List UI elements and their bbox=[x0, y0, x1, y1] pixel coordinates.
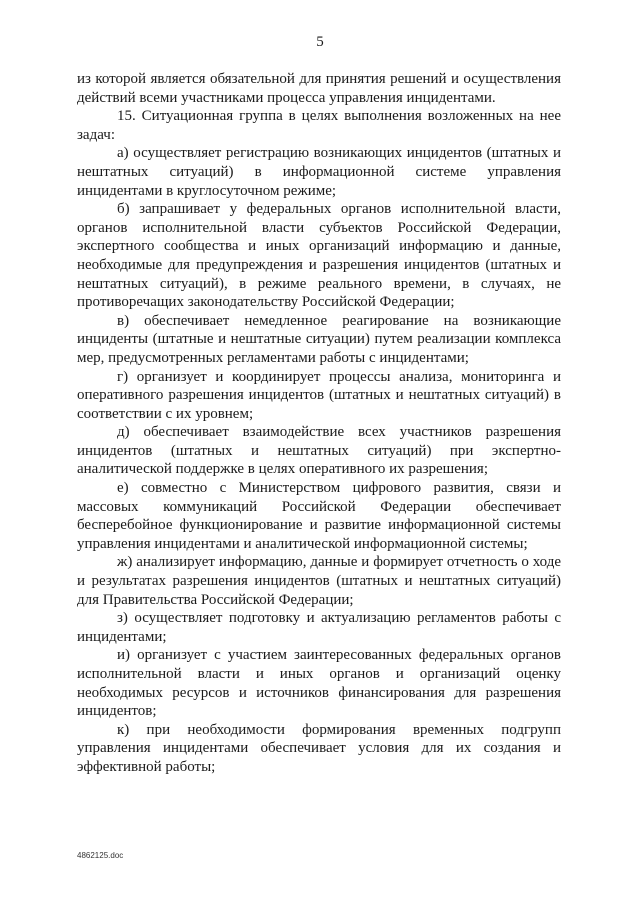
paragraph-item-g: г) организует и координирует процессы анализа, мониторинга и оперативного разрешения инцидентов (штатных и нештатных ситуаций) в соответствии с их уровнем; bbox=[77, 368, 561, 422]
paragraph-item-d: д) обеспечивает взаимодействие всех участников разрешения инцидентов (штатных и нештатных ситуаций) при экспертно-аналитической поддержке в целях оперативного их разрешения; bbox=[77, 424, 561, 478]
paragraph-item-z: з) осуществляет подготовку и актуализацию регламентов работы с инцидентами; bbox=[77, 610, 561, 645]
paragraph-item-e: е) совместно с Министерством цифрового развития, связи и массовых коммуникаций Российской Федерации обеспечивает бесперебойное функционирование и развитие информационной системы управления инцидентами и аналитической информационной системы; bbox=[77, 480, 561, 552]
page-number: 5 bbox=[316, 34, 324, 50]
paragraph-item-a: а) осуществляет регистрацию возникающих инцидентов (штатных и нештатных ситуаций) в информационной системе управления инцидентами в круглосуточном режиме; bbox=[77, 145, 561, 199]
paragraph-item-v: в) обеспечивает немедленное реагирование на возникающие инциденты (штатные и нештатные ситуации) путем реализации комплекса мер, предусмотренных регламентами работы с инцидентами; bbox=[77, 312, 561, 366]
paragraph-item-15: 15. Ситуационная группа в целях выполнения возложенных на нее задач: bbox=[77, 108, 561, 143]
paragraph-item-b: б) запрашивает у федеральных органов исполнительной власти, органов исполнительной власти субъектов Российской Федерации, экспертного сообщества и иных организаций информацию и данные, необходимые для предупреждения и разрешения инцидентов (штатных и нештатных ситуаций), в режиме реального времени, в случаях, не противоречащих законодательству Российской Федерации; bbox=[77, 201, 561, 311]
document-filename-footer: 4862125.doc bbox=[77, 851, 124, 860]
paragraph-item-i: и) организует с участием заинтересованных федеральных органов исполнительной власти и иных органов и организаций оценку необходимых ресурсов и источников финансирования для разрешения инцидентов; bbox=[77, 647, 561, 720]
document-body bbox=[77, 70, 561, 777]
paragraph-item-k: к) при необходимости формирования временных подгрупп управления инцидентами обеспечивает условия для их создания и эффективной работы; bbox=[77, 721, 561, 775]
paragraph-continuation: из которой является обязательной для принятия решений и осуществления действий всеми участниками процесса управления инцидентами. bbox=[77, 71, 561, 106]
paragraph-item-zh: ж) анализирует информацию, данные и формирует отчетность о ходе и результатах разрешения инцидентов (штатных и нештатных ситуаций) для Правительства Российской Федерации; bbox=[77, 554, 561, 608]
